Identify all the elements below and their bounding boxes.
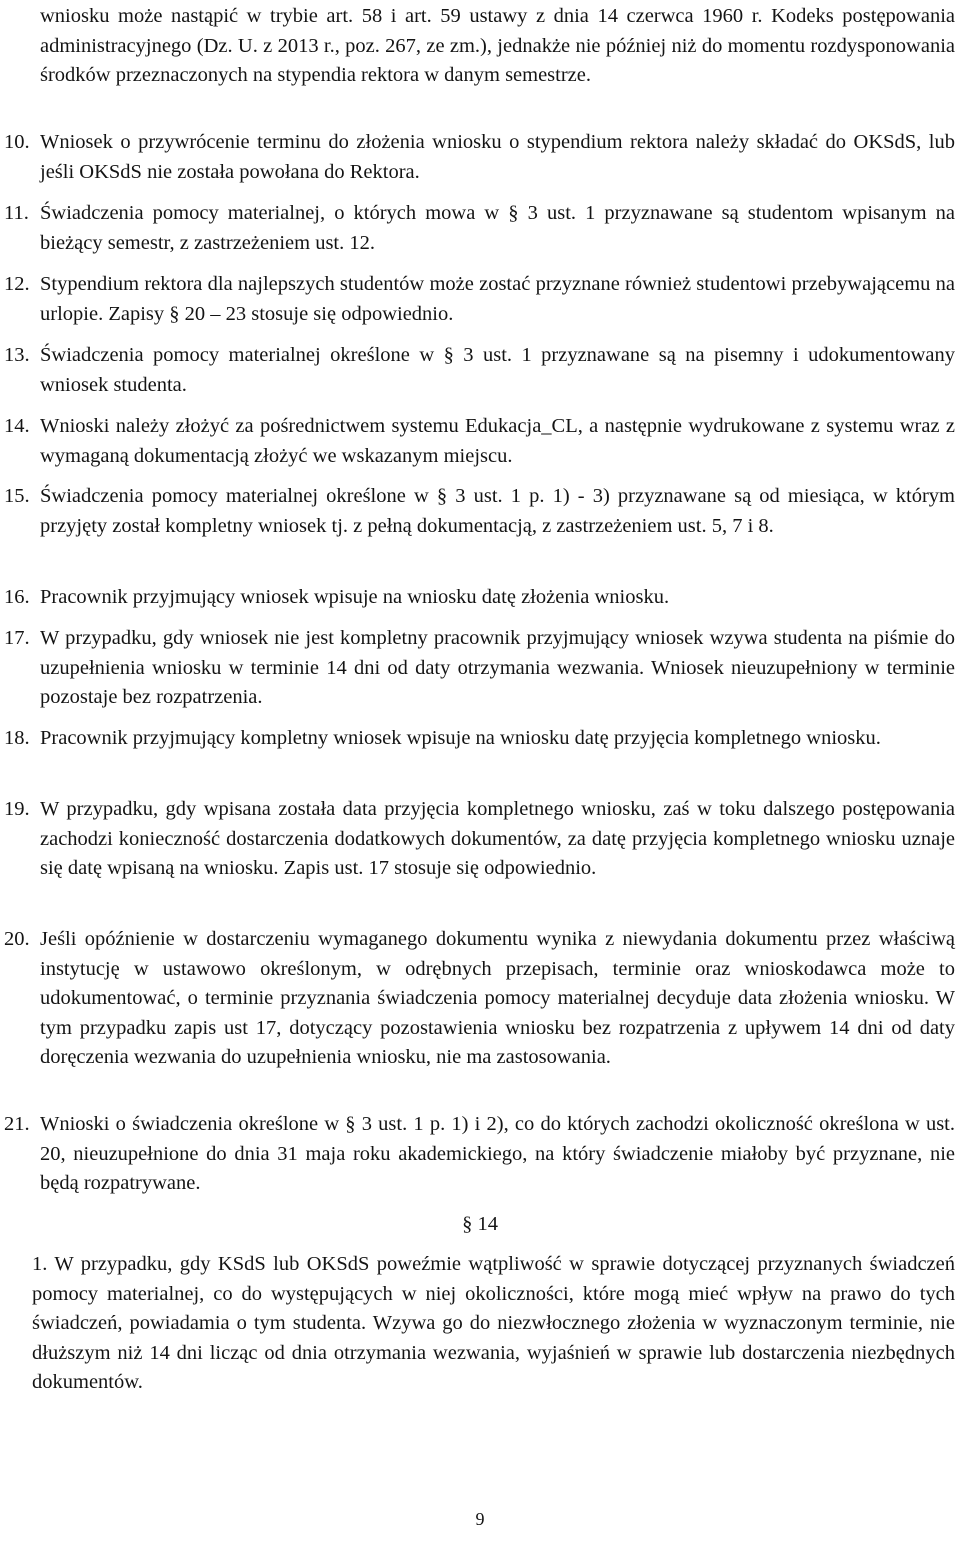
item-number: 13. bbox=[4, 344, 30, 366]
continuation-paragraph: wniosku może nastąpić w trybie art. 58 i art. 59 ustawy z dnia 14 czerwca 1960 r. Kodeks postępowania administracyjnego (Dz. U. z 2013 r., poz. 267, ze zm.), jednakże nie później niż do momentu rozdysponowania środków przeznaczonych na stypendia rektora w danym semestrze. bbox=[40, 5, 955, 87]
item-text: Wnioski o świadczenia określone w § 3 ust. 1 p. 1) i 2), co do których zachodzi okoliczność określona w ust. 20, nieuzupełnione do dnia 31 maja roku akademickiego, na który świadczenie miałoby być przyznane, nie będą rozpatrywane. bbox=[40, 1113, 955, 1195]
item-text: Jeśli opóźnienie w dostarczeniu wymaganego dokumentu wynika z niewydania dokumentu przez właściwą instytucję w ustawowo określonym, w odrębnych przepisach, terminie oraz wnioskodawca może to udokumentować, o terminie przyznania świadczenia pomocy materialnej decyduje data złożenia wniosku. W tym przypadku zapis ust 17, dotyczący pozostawienia wniosku bez rozpatrzenia z upływem 14 dni od daty doręczenia wezwania do uzupełnienia wniosku, nie ma zastosowania. bbox=[40, 928, 955, 1069]
item-text: W przypadku, gdy wniosek nie jest kompletny pracownik przyjmujący wniosek wzywa studenta na piśmie do uzupełnienia wniosku w terminie 14 dni od daty otrzymania wezwania. Wniosek nieuzupełniony w terminie pozostaje bez rozpatrzenia. bbox=[40, 627, 955, 709]
item-number: 19. bbox=[4, 798, 30, 820]
section-heading-text: § 14 bbox=[462, 1213, 498, 1235]
section-paragraph: 1. W przypadku, gdy KSdS lub OKSdS poweźmie wątpliwość w sprawie dotyczącej przyznanych świadczeń pomocy materialnej, co do występujących w niej okoliczności, które mogą mieć wpływ na prawo do tych świadczeń, powiadamia o tym studenta. Wzywa go do niezwłocznego złożenia w wyznaczonym terminie, nie dłuższym niż 14 dni licząc od dnia otrzymania wezwania, wyjaśnień w sprawie lub dostarczenia niezbędnych dokumentów. bbox=[32, 1253, 955, 1394]
item-text: Pracownik przyjmujący kompletny wniosek wpisuje na wniosku datę przyjęcia kompletnego wniosku. bbox=[40, 727, 881, 749]
item-text: Świadczenia pomocy materialnej, o których mowa w § 3 ust. 1 przyznawane są studentom wpisanym na bieżący semestr, z zastrzeżeniem ust. 12. bbox=[40, 202, 955, 254]
item-number: 15. bbox=[4, 485, 30, 507]
item-text: Stypendium rektora dla najlepszych studentów może zostać przyznane również studentowi przebywającemu na urlopie. Zapisy § 20 – 23 stosuje się odpowiednio. bbox=[40, 273, 955, 325]
section-heading bbox=[0, 1210, 960, 1240]
item-number: 20. bbox=[4, 928, 30, 950]
item-number: 17. bbox=[4, 627, 30, 649]
item-text: W przypadku, gdy wpisana została data przyjęcia kompletnego wniosku, zaś w toku dalszego postępowania zachodzi konieczność dostarczenia dodatkowych dokumentów, za datę przyjęcia kompletnego wniosku uznaje się datę wpisaną na wniosku. Zapis ust. 17 stosuje się odpowiednio. bbox=[40, 798, 955, 880]
item-text: Wnioski należy złożyć za pośrednictwem systemu Edukacja_CL, a następnie wydrukowane z systemu wraz z wymaganą dokumentacją złożyć we wskazanym miejscu. bbox=[40, 415, 955, 467]
item-number: 14. bbox=[4, 415, 30, 437]
item-number: 21. bbox=[4, 1113, 30, 1135]
item-number: 10. bbox=[4, 131, 30, 153]
page-number: 9 bbox=[475, 1509, 485, 1529]
item-number: 18. bbox=[4, 727, 30, 749]
item-number: 11. bbox=[4, 202, 29, 224]
item-number: 12. bbox=[4, 273, 30, 295]
item-text: Pracownik przyjmujący wniosek wpisuje na wniosku datę złożenia wniosku. bbox=[40, 586, 670, 608]
item-text: Wniosek o przywrócenie terminu do złożenia wniosku o stypendium rektora należy składać do OKSdS, lub jeśli OKSdS nie została powołana do Rektora. bbox=[40, 131, 955, 183]
item-number: 16. bbox=[4, 586, 30, 608]
item-text: Świadczenia pomocy materialnej określone w § 3 ust. 1 p. 1) - 3) przyznawane są od miesiąca, w którym przyjęty został kompletny wniosek tj. z pełną dokumentacją, z zastrzeżeniem ust. 5, 7 i 8. bbox=[40, 485, 955, 537]
item-text: Świadczenia pomocy materialnej określone w § 3 ust. 1 przyznawane są na pisemny i udokumentowany wniosek studenta. bbox=[40, 344, 955, 396]
